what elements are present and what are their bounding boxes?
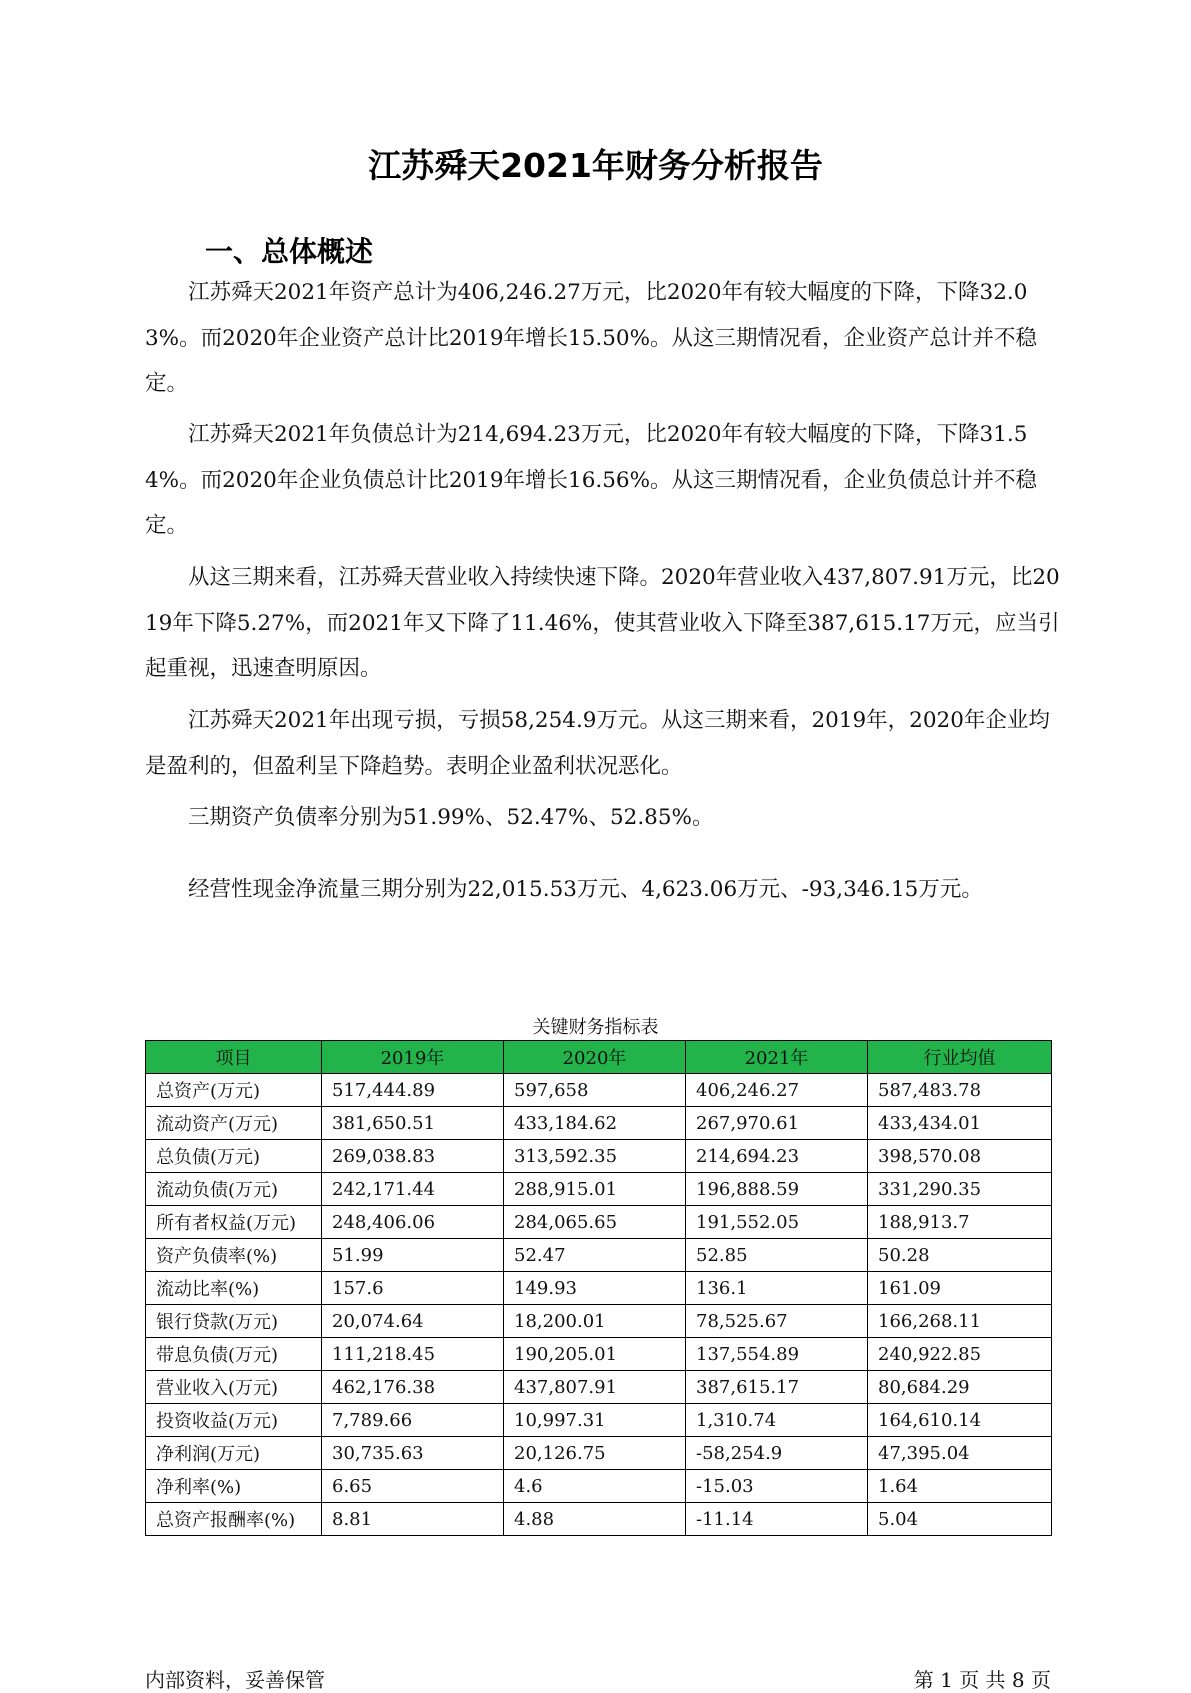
cell-2021: -58,254.9 [686,1437,868,1470]
table-row [146,1239,1052,1272]
cell-2021: 196,888.59 [686,1173,868,1206]
cell-2019: 269,038.83 [322,1140,504,1173]
header-2021: 2021年 [686,1041,868,1074]
cell-2020: 20,126.75 [504,1437,686,1470]
cell-2019: 30,735.63 [322,1437,504,1470]
table-row [146,1404,1052,1437]
cell-2021: 78,525.67 [686,1305,868,1338]
section-heading: 一、总体概述 [205,235,374,268]
cell-2020: 433,184.62 [504,1107,686,1140]
paragraph-profit: 江苏舜天2021年出现亏损，亏损58,254.9万元。从这三期来看，2019年，2020年企业均是盈利的，但盈利呈下降趋势。表明企业盈利状况恶化。 [145,708,1050,779]
cell-2020: 4.6 [504,1470,686,1503]
paragraph-assets: 江苏舜天2021年资产总计为406,246.27万元，比2020年有较大幅度的下降，下降32.03%。而2020年企业资产总计比2019年增长15.50%。从这三期情况看，企业资产总计并不稳定。 [145,280,1038,396]
cell-industry-avg: 433,434.01 [868,1107,1052,1140]
cell-2020: 52.47 [504,1239,686,1272]
cell-industry-avg: 47,395.04 [868,1437,1052,1470]
table-row [146,1437,1052,1470]
cell-2019: 7,789.66 [322,1404,504,1437]
cell-2019: 248,406.06 [322,1206,504,1239]
cell-2020: 437,807.91 [504,1371,686,1404]
financial-indicators-table [145,1040,1052,1536]
cell-industry-avg: 1.64 [868,1470,1052,1503]
cell-industry-avg: 188,913.7 [868,1206,1052,1239]
cell-2020: 4.88 [504,1503,686,1536]
cell-2021: 387,615.17 [686,1371,868,1404]
paragraph-debt-ratio: 三期资产负债率分别为51.99%、52.47%、52.85%。 [188,805,714,830]
cell-2021: 191,552.05 [686,1206,868,1239]
cell-item: 带息负债(万元) [146,1338,322,1371]
cell-item: 资产负债率(%) [146,1239,322,1272]
cell-item: 总资产(万元) [146,1074,322,1107]
cell-item: 净利润(万元) [146,1437,322,1470]
table-row [146,1470,1052,1503]
cell-2019: 20,074.64 [322,1305,504,1338]
cell-2021: 406,246.27 [686,1074,868,1107]
cell-2019: 111,218.45 [322,1338,504,1371]
cell-2020: 18,200.01 [504,1305,686,1338]
table-row [146,1371,1052,1404]
cell-2020: 10,997.31 [504,1404,686,1437]
footer-confidential: 内部资料，妥善保管 [145,1668,325,1692]
cell-2021: 1,310.74 [686,1404,868,1437]
cell-industry-avg: 240,922.85 [868,1338,1052,1371]
header-industry-avg: 行业均值 [868,1041,1052,1074]
cell-2021: -11.14 [686,1503,868,1536]
cell-item: 流动负债(万元) [146,1173,322,1206]
cell-item: 总负债(万元) [146,1140,322,1173]
cell-industry-avg: 587,483.78 [868,1074,1052,1107]
cell-2019: 157.6 [322,1272,504,1305]
cell-2021: 214,694.23 [686,1140,868,1173]
cell-2019: 517,444.89 [322,1074,504,1107]
cell-item: 营业收入(万元) [146,1371,322,1404]
table-row [146,1140,1052,1173]
cell-2020: 597,658 [504,1074,686,1107]
header-2019: 2019年 [322,1041,504,1074]
cell-2021: 267,970.61 [686,1107,868,1140]
report-title: 江苏舜天2021年财务分析报告 [368,146,823,185]
paragraph-liabilities: 江苏舜天2021年负债总计为214,694.23万元，比2020年有较大幅度的下降，下降31.54%。而2020年企业负债总计比2019年增长16.56%。从这三期情况看，企业负债总计并不稳定。 [145,422,1038,538]
table-header-row [146,1041,1052,1074]
table-row [146,1173,1052,1206]
cell-item: 流动资产(万元) [146,1107,322,1140]
cell-item: 所有者权益(万元) [146,1206,322,1239]
cell-2021: 136.1 [686,1272,868,1305]
cell-industry-avg: 50.28 [868,1239,1052,1272]
cell-industry-avg: 80,684.29 [868,1371,1052,1404]
cell-2021: 52.85 [686,1239,868,1272]
paragraph-cashflow: 经营性现金净流量三期分别为22,015.53万元、4,623.06万元、-93,346.15万元。 [188,877,983,902]
cell-2019: 462,176.38 [322,1371,504,1404]
cell-2021: -15.03 [686,1470,868,1503]
cell-2019: 51.99 [322,1239,504,1272]
cell-item: 流动比率(%) [146,1272,322,1305]
cell-item: 投资收益(万元) [146,1404,322,1437]
cell-2020: 313,592.35 [504,1140,686,1173]
cell-2019: 242,171.44 [322,1173,504,1206]
table-row [146,1107,1052,1140]
cell-2020: 190,205.01 [504,1338,686,1371]
cell-item: 银行贷款(万元) [146,1305,322,1338]
cell-2021: 137,554.89 [686,1338,868,1371]
table-row [146,1338,1052,1371]
cell-item: 净利率(%) [146,1470,322,1503]
cell-industry-avg: 164,610.14 [868,1404,1052,1437]
cell-2019: 381,650.51 [322,1107,504,1140]
table-caption: 关键财务指标表 [532,1017,659,1038]
paragraph-revenue: 从这三期来看，江苏舜天营业收入持续快速下降。2020年营业收入437,807.91万元，比2019年下降5.27%，而2021年又下降了11.46%，使其营业收入下降至387,615.17万元，应当引起重视，迅速查明原因。 [145,565,1060,681]
cell-2020: 284,065.65 [504,1206,686,1239]
header-2020: 2020年 [504,1041,686,1074]
header-item: 项目 [146,1041,322,1074]
footer-page-number: 第 1 页 共 8 页 [913,1668,1051,1692]
cell-2019: 8.81 [322,1503,504,1536]
table-row [146,1305,1052,1338]
cell-2020: 149.93 [504,1272,686,1305]
cell-industry-avg: 331,290.35 [868,1173,1052,1206]
cell-2019: 6.65 [322,1470,504,1503]
table-row [146,1206,1052,1239]
table-row [146,1503,1052,1536]
cell-2020: 288,915.01 [504,1173,686,1206]
cell-item: 总资产报酬率(%) [146,1503,322,1536]
cell-industry-avg: 166,268.11 [868,1305,1052,1338]
table-row [146,1074,1052,1107]
cell-industry-avg: 161.09 [868,1272,1052,1305]
cell-industry-avg: 398,570.08 [868,1140,1052,1173]
table-row [146,1272,1052,1305]
cell-industry-avg: 5.04 [868,1503,1052,1536]
